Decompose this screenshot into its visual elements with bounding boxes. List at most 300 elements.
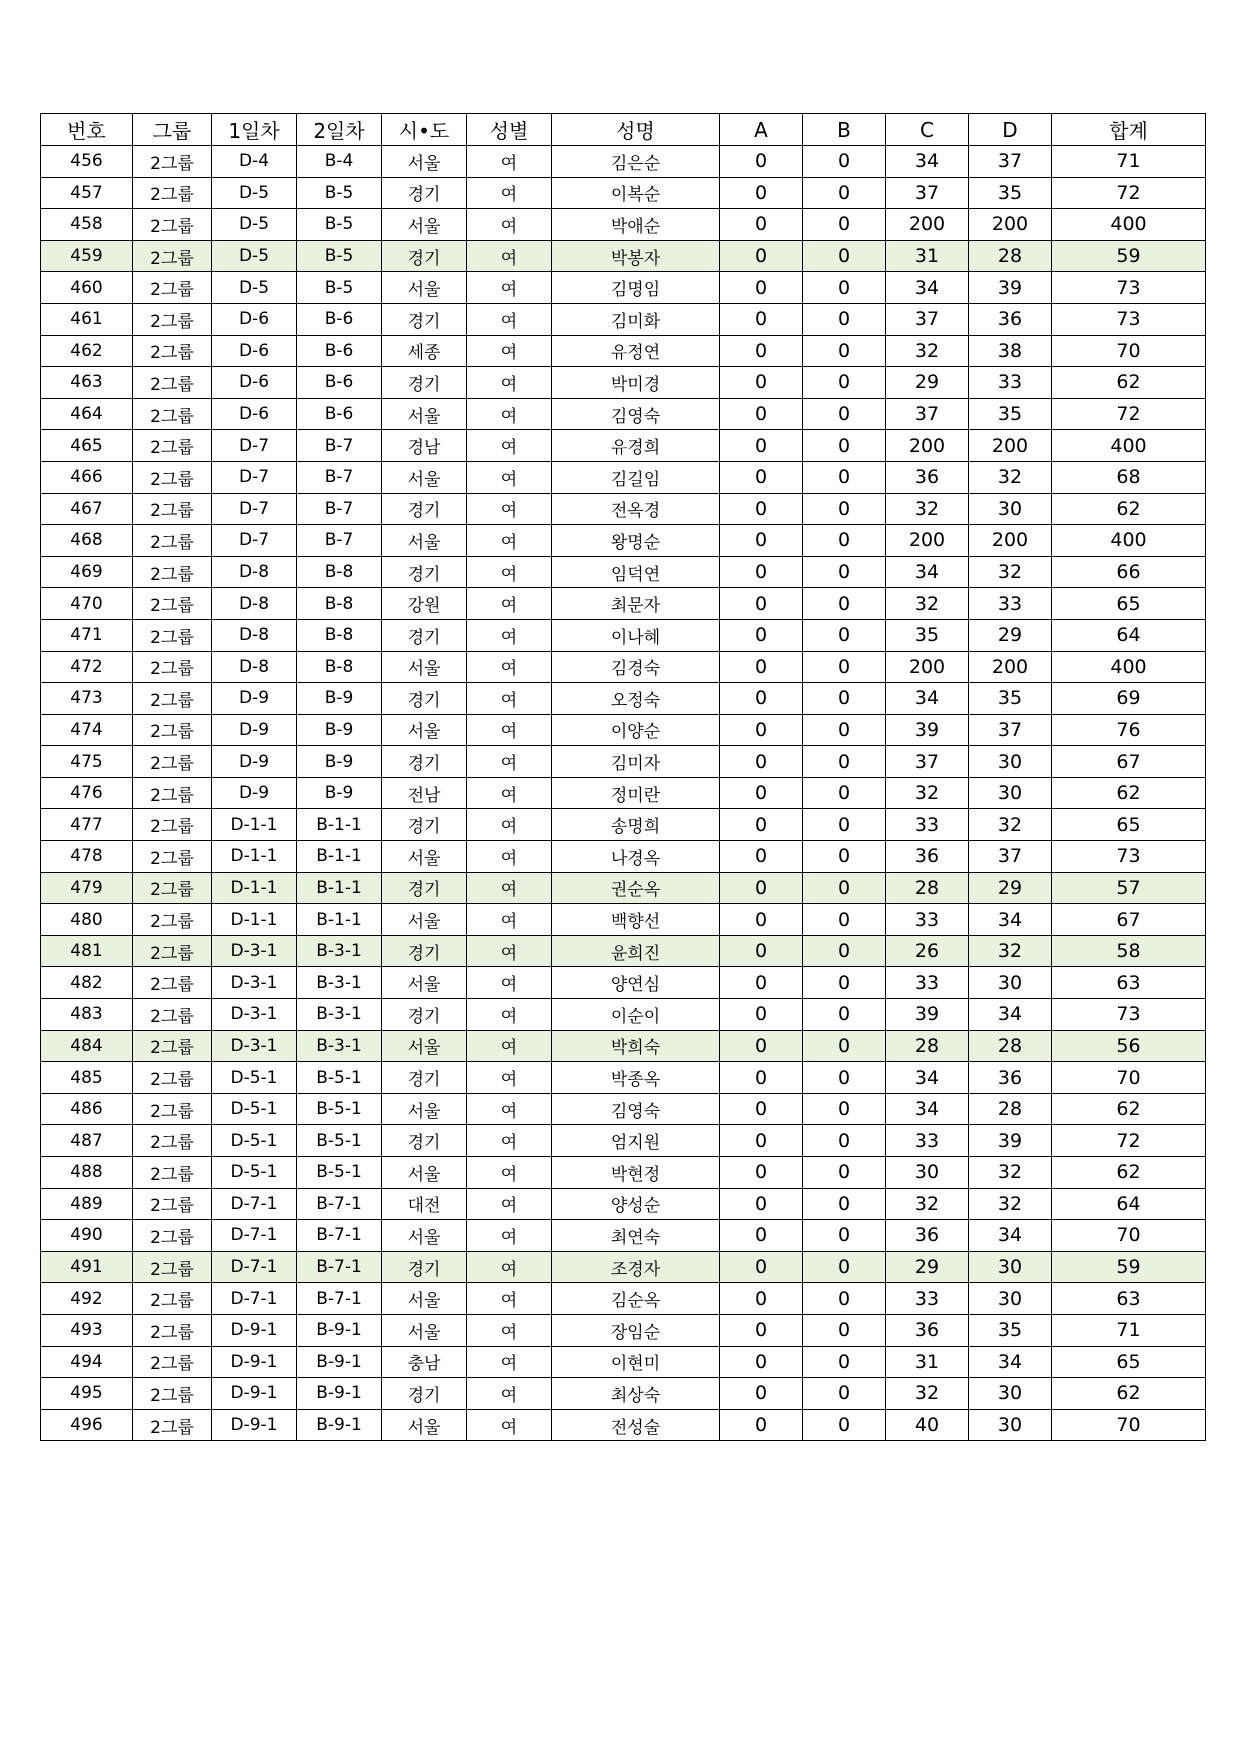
- cell-number: 465: [41, 430, 133, 462]
- cell-c: 34: [886, 146, 969, 178]
- table-row: [41, 904, 1206, 936]
- cell-total: 72: [1052, 177, 1206, 209]
- table-row: [41, 303, 1206, 335]
- header-day2: 2일차: [297, 114, 382, 146]
- cell-sex: 여: [467, 1409, 552, 1441]
- cell-day2: B-8: [297, 651, 382, 683]
- cell-d: 39: [969, 272, 1052, 304]
- table-row: [41, 714, 1206, 746]
- cell-b: 0: [803, 335, 886, 367]
- cell-b: 0: [803, 1283, 886, 1315]
- cell-c: 31: [886, 240, 969, 272]
- cell-c: 33: [886, 809, 969, 841]
- table-body: [41, 146, 1206, 1441]
- cell-number: 483: [41, 999, 133, 1031]
- table-row: [41, 746, 1206, 778]
- cell-day1: D-1-1: [212, 809, 297, 841]
- table-row: [41, 146, 1206, 178]
- cell-sex: 여: [467, 525, 552, 557]
- cell-total: 70: [1052, 1409, 1206, 1441]
- cell-a: 0: [720, 588, 803, 620]
- header-day1: 1일차: [212, 114, 297, 146]
- cell-a: 0: [720, 714, 803, 746]
- cell-sex: 여: [467, 556, 552, 588]
- cell-c: 33: [886, 1125, 969, 1157]
- cell-d: 29: [969, 619, 1052, 651]
- cell-name: 장임순: [552, 1314, 720, 1346]
- cell-day2: B-3-1: [297, 967, 382, 999]
- cell-sex: 여: [467, 809, 552, 841]
- cell-number: 491: [41, 1251, 133, 1283]
- cell-day2: B-4: [297, 146, 382, 178]
- cell-c: 36: [886, 841, 969, 873]
- cell-b: 0: [803, 1030, 886, 1062]
- cell-name: 오정숙: [552, 683, 720, 715]
- cell-d: 37: [969, 841, 1052, 873]
- header-sex: 성별: [467, 114, 552, 146]
- cell-number: 457: [41, 177, 133, 209]
- cell-b: 0: [803, 1188, 886, 1220]
- cell-c: 200: [886, 209, 969, 241]
- cell-group: 2그룹: [133, 1251, 212, 1283]
- cell-number: 472: [41, 651, 133, 683]
- cell-d: 32: [969, 809, 1052, 841]
- cell-day2: B-5: [297, 240, 382, 272]
- cell-region: 경기: [382, 367, 467, 399]
- cell-a: 0: [720, 841, 803, 873]
- cell-d: 39: [969, 1125, 1052, 1157]
- cell-group: 2그룹: [133, 1188, 212, 1220]
- cell-day2: B-1-1: [297, 809, 382, 841]
- cell-day1: D-5-1: [212, 1062, 297, 1094]
- cell-c: 37: [886, 398, 969, 430]
- cell-region: 서울: [382, 525, 467, 557]
- cell-a: 0: [720, 904, 803, 936]
- cell-total: 62: [1052, 493, 1206, 525]
- cell-name: 박봉자: [552, 240, 720, 272]
- cell-day1: D-5-1: [212, 1093, 297, 1125]
- cell-d: 30: [969, 1283, 1052, 1315]
- cell-number: 474: [41, 714, 133, 746]
- cell-c: 32: [886, 1378, 969, 1410]
- cell-day1: D-9: [212, 683, 297, 715]
- cell-a: 0: [720, 1188, 803, 1220]
- cell-name: 김순옥: [552, 1283, 720, 1315]
- cell-region: 경기: [382, 1125, 467, 1157]
- cell-a: 0: [720, 1125, 803, 1157]
- cell-total: 62: [1052, 1093, 1206, 1125]
- cell-d: 30: [969, 777, 1052, 809]
- cell-sex: 여: [467, 1220, 552, 1252]
- cell-d: 30: [969, 1251, 1052, 1283]
- table-row: [41, 1251, 1206, 1283]
- cell-c: 32: [886, 777, 969, 809]
- table-row: [41, 525, 1206, 557]
- cell-a: 0: [720, 525, 803, 557]
- cell-group: 2그룹: [133, 935, 212, 967]
- cell-total: 72: [1052, 1125, 1206, 1157]
- cell-c: 37: [886, 303, 969, 335]
- cell-number: 467: [41, 493, 133, 525]
- cell-number: 460: [41, 272, 133, 304]
- table-row: [41, 809, 1206, 841]
- header-row: [41, 114, 1206, 146]
- cell-name: 송명희: [552, 809, 720, 841]
- cell-region: 경기: [382, 999, 467, 1031]
- cell-number: 482: [41, 967, 133, 999]
- cell-number: 494: [41, 1346, 133, 1378]
- cell-c: 200: [886, 651, 969, 683]
- cell-b: 0: [803, 619, 886, 651]
- cell-d: 34: [969, 904, 1052, 936]
- cell-day2: B-8: [297, 588, 382, 620]
- cell-d: 35: [969, 177, 1052, 209]
- cell-name: 박미경: [552, 367, 720, 399]
- cell-sex: 여: [467, 1251, 552, 1283]
- cell-day2: B-7: [297, 525, 382, 557]
- cell-a: 0: [720, 746, 803, 778]
- cell-day1: D-8: [212, 556, 297, 588]
- cell-group: 2그룹: [133, 1157, 212, 1189]
- cell-a: 0: [720, 240, 803, 272]
- cell-day1: D-9-1: [212, 1346, 297, 1378]
- cell-sex: 여: [467, 1314, 552, 1346]
- cell-number: 489: [41, 1188, 133, 1220]
- cell-name: 최상숙: [552, 1378, 720, 1410]
- cell-a: 0: [720, 177, 803, 209]
- cell-region: 경기: [382, 746, 467, 778]
- cell-name: 이순이: [552, 999, 720, 1031]
- cell-day1: D-7-1: [212, 1251, 297, 1283]
- cell-b: 0: [803, 1314, 886, 1346]
- cell-day1: D-9: [212, 777, 297, 809]
- header-group: 그룹: [133, 114, 212, 146]
- table-row: [41, 619, 1206, 651]
- cell-d: 200: [969, 651, 1052, 683]
- cell-day1: D-5: [212, 272, 297, 304]
- cell-sex: 여: [467, 1030, 552, 1062]
- cell-total: 63: [1052, 967, 1206, 999]
- cell-total: 62: [1052, 367, 1206, 399]
- cell-day2: B-5-1: [297, 1125, 382, 1157]
- cell-sex: 여: [467, 872, 552, 904]
- cell-b: 0: [803, 1251, 886, 1283]
- table-row: [41, 841, 1206, 873]
- cell-group: 2그룹: [133, 746, 212, 778]
- cell-name: 이현미: [552, 1346, 720, 1378]
- cell-a: 0: [720, 367, 803, 399]
- cell-a: 0: [720, 272, 803, 304]
- cell-group: 2그룹: [133, 430, 212, 462]
- cell-number: 476: [41, 777, 133, 809]
- cell-number: 490: [41, 1220, 133, 1252]
- cell-day1: D-7: [212, 461, 297, 493]
- cell-region: 경기: [382, 683, 467, 715]
- cell-sex: 여: [467, 209, 552, 241]
- cell-sex: 여: [467, 904, 552, 936]
- table-row: [41, 935, 1206, 967]
- cell-group: 2그룹: [133, 588, 212, 620]
- cell-total: 66: [1052, 556, 1206, 588]
- cell-b: 0: [803, 430, 886, 462]
- cell-day2: B-5: [297, 177, 382, 209]
- cell-c: 36: [886, 461, 969, 493]
- cell-a: 0: [720, 999, 803, 1031]
- cell-number: 469: [41, 556, 133, 588]
- cell-day2: B-1-1: [297, 904, 382, 936]
- cell-d: 38: [969, 335, 1052, 367]
- cell-sex: 여: [467, 1093, 552, 1125]
- cell-day1: D-7: [212, 525, 297, 557]
- cell-region: 경기: [382, 935, 467, 967]
- table-row: [41, 1346, 1206, 1378]
- cell-region: 충남: [382, 1346, 467, 1378]
- cell-sex: 여: [467, 272, 552, 304]
- cell-b: 0: [803, 1346, 886, 1378]
- cell-name: 김은순: [552, 146, 720, 178]
- cell-total: 63: [1052, 1283, 1206, 1315]
- cell-number: 470: [41, 588, 133, 620]
- cell-c: 34: [886, 1093, 969, 1125]
- cell-name: 정미란: [552, 777, 720, 809]
- table-row: [41, 651, 1206, 683]
- cell-group: 2그룹: [133, 1125, 212, 1157]
- cell-a: 0: [720, 556, 803, 588]
- cell-d: 34: [969, 1220, 1052, 1252]
- cell-group: 2그룹: [133, 303, 212, 335]
- cell-region: 경기: [382, 177, 467, 209]
- cell-number: 464: [41, 398, 133, 430]
- cell-number: 488: [41, 1157, 133, 1189]
- cell-day2: B-6: [297, 303, 382, 335]
- cell-group: 2그룹: [133, 777, 212, 809]
- cell-total: 62: [1052, 1378, 1206, 1410]
- cell-name: 이나혜: [552, 619, 720, 651]
- cell-sex: 여: [467, 619, 552, 651]
- cell-d: 30: [969, 493, 1052, 525]
- cell-b: 0: [803, 746, 886, 778]
- table-row: [41, 209, 1206, 241]
- table-row: [41, 461, 1206, 493]
- cell-sex: 여: [467, 714, 552, 746]
- cell-day2: B-9-1: [297, 1378, 382, 1410]
- cell-sex: 여: [467, 493, 552, 525]
- cell-region: 서울: [382, 1093, 467, 1125]
- cell-region: 서울: [382, 841, 467, 873]
- cell-d: 36: [969, 303, 1052, 335]
- cell-region: 서울: [382, 209, 467, 241]
- cell-day1: D-6: [212, 303, 297, 335]
- cell-day1: D-5-1: [212, 1157, 297, 1189]
- cell-total: 65: [1052, 1346, 1206, 1378]
- table-row: [41, 398, 1206, 430]
- cell-sex: 여: [467, 461, 552, 493]
- cell-sex: 여: [467, 967, 552, 999]
- cell-total: 56: [1052, 1030, 1206, 1062]
- cell-region: 서울: [382, 967, 467, 999]
- cell-day1: D-5: [212, 177, 297, 209]
- cell-name: 박애순: [552, 209, 720, 241]
- cell-c: 34: [886, 272, 969, 304]
- cell-c: 29: [886, 1251, 969, 1283]
- table-row: [41, 1188, 1206, 1220]
- table-row: [41, 177, 1206, 209]
- cell-group: 2그룹: [133, 1093, 212, 1125]
- cell-c: 29: [886, 367, 969, 399]
- cell-group: 2그룹: [133, 841, 212, 873]
- cell-d: 32: [969, 1157, 1052, 1189]
- cell-number: 495: [41, 1378, 133, 1410]
- cell-day2: B-7: [297, 493, 382, 525]
- cell-b: 0: [803, 904, 886, 936]
- cell-name: 조경자: [552, 1251, 720, 1283]
- cell-b: 0: [803, 398, 886, 430]
- table-row: [41, 588, 1206, 620]
- cell-total: 69: [1052, 683, 1206, 715]
- cell-total: 64: [1052, 1188, 1206, 1220]
- cell-b: 0: [803, 777, 886, 809]
- cell-group: 2그룹: [133, 872, 212, 904]
- cell-day1: D-5: [212, 240, 297, 272]
- cell-name: 박현정: [552, 1157, 720, 1189]
- cell-day2: B-5-1: [297, 1093, 382, 1125]
- cell-a: 0: [720, 209, 803, 241]
- cell-day1: D-4: [212, 146, 297, 178]
- cell-region: 경기: [382, 1251, 467, 1283]
- cell-group: 2그룹: [133, 1283, 212, 1315]
- cell-sex: 여: [467, 1283, 552, 1315]
- cell-b: 0: [803, 1220, 886, 1252]
- cell-day1: D-7-1: [212, 1283, 297, 1315]
- cell-b: 0: [803, 935, 886, 967]
- cell-c: 33: [886, 967, 969, 999]
- cell-name: 왕명순: [552, 525, 720, 557]
- cell-c: 32: [886, 588, 969, 620]
- cell-b: 0: [803, 872, 886, 904]
- cell-day2: B-7-1: [297, 1220, 382, 1252]
- cell-group: 2그룹: [133, 493, 212, 525]
- cell-b: 0: [803, 809, 886, 841]
- cell-d: 200: [969, 430, 1052, 462]
- cell-total: 68: [1052, 461, 1206, 493]
- score-table: [40, 113, 1206, 1441]
- cell-c: 32: [886, 493, 969, 525]
- cell-group: 2그룹: [133, 1409, 212, 1441]
- cell-name: 이양순: [552, 714, 720, 746]
- cell-day1: D-8: [212, 651, 297, 683]
- cell-b: 0: [803, 841, 886, 873]
- cell-number: 468: [41, 525, 133, 557]
- cell-a: 0: [720, 1220, 803, 1252]
- cell-d: 37: [969, 714, 1052, 746]
- cell-b: 0: [803, 1378, 886, 1410]
- cell-name: 양성순: [552, 1188, 720, 1220]
- cell-b: 0: [803, 999, 886, 1031]
- cell-a: 0: [720, 398, 803, 430]
- cell-day1: D-9: [212, 746, 297, 778]
- cell-c: 36: [886, 1314, 969, 1346]
- cell-name: 김미자: [552, 746, 720, 778]
- cell-sex: 여: [467, 841, 552, 873]
- table-row: [41, 1125, 1206, 1157]
- cell-a: 0: [720, 967, 803, 999]
- cell-a: 0: [720, 809, 803, 841]
- cell-number: 492: [41, 1283, 133, 1315]
- cell-day1: D-9-1: [212, 1314, 297, 1346]
- cell-total: 59: [1052, 240, 1206, 272]
- cell-total: 70: [1052, 1062, 1206, 1094]
- cell-total: 65: [1052, 588, 1206, 620]
- cell-b: 0: [803, 303, 886, 335]
- cell-sex: 여: [467, 935, 552, 967]
- cell-a: 0: [720, 1314, 803, 1346]
- cell-b: 0: [803, 1093, 886, 1125]
- header-number: 번호: [41, 114, 133, 146]
- table-row: [41, 1409, 1206, 1441]
- cell-c: 200: [886, 525, 969, 557]
- cell-region: 서울: [382, 904, 467, 936]
- cell-day2: B-6: [297, 398, 382, 430]
- cell-number: 475: [41, 746, 133, 778]
- cell-d: 30: [969, 746, 1052, 778]
- cell-number: 477: [41, 809, 133, 841]
- cell-name: 김명임: [552, 272, 720, 304]
- cell-sex: 여: [467, 1188, 552, 1220]
- cell-c: 33: [886, 1283, 969, 1315]
- table-row: [41, 1030, 1206, 1062]
- cell-d: 35: [969, 398, 1052, 430]
- cell-name: 백향선: [552, 904, 720, 936]
- cell-name: 양연심: [552, 967, 720, 999]
- cell-a: 0: [720, 1346, 803, 1378]
- cell-number: 466: [41, 461, 133, 493]
- cell-group: 2그룹: [133, 525, 212, 557]
- cell-total: 400: [1052, 525, 1206, 557]
- cell-b: 0: [803, 209, 886, 241]
- cell-group: 2그룹: [133, 272, 212, 304]
- cell-name: 나경옥: [552, 841, 720, 873]
- cell-group: 2그룹: [133, 367, 212, 399]
- cell-region: 경기: [382, 872, 467, 904]
- cell-d: 30: [969, 1409, 1052, 1441]
- cell-region: 세종: [382, 335, 467, 367]
- cell-day1: D-3-1: [212, 1030, 297, 1062]
- cell-number: 485: [41, 1062, 133, 1094]
- table-row: [41, 272, 1206, 304]
- cell-group: 2그룹: [133, 967, 212, 999]
- cell-region: 경기: [382, 556, 467, 588]
- cell-c: 37: [886, 746, 969, 778]
- cell-day1: D-1-1: [212, 841, 297, 873]
- cell-day2: B-7-1: [297, 1188, 382, 1220]
- cell-name: 전성술: [552, 1409, 720, 1441]
- cell-group: 2그룹: [133, 335, 212, 367]
- cell-b: 0: [803, 1062, 886, 1094]
- cell-region: 경기: [382, 809, 467, 841]
- cell-sex: 여: [467, 746, 552, 778]
- cell-b: 0: [803, 493, 886, 525]
- cell-sex: 여: [467, 335, 552, 367]
- cell-a: 0: [720, 461, 803, 493]
- cell-d: 32: [969, 935, 1052, 967]
- cell-number: 458: [41, 209, 133, 241]
- table-row: [41, 335, 1206, 367]
- table-row: [41, 1378, 1206, 1410]
- header-region: 시•도: [382, 114, 467, 146]
- header-c: C: [886, 114, 969, 146]
- cell-day1: D-7: [212, 493, 297, 525]
- cell-name: 유경희: [552, 430, 720, 462]
